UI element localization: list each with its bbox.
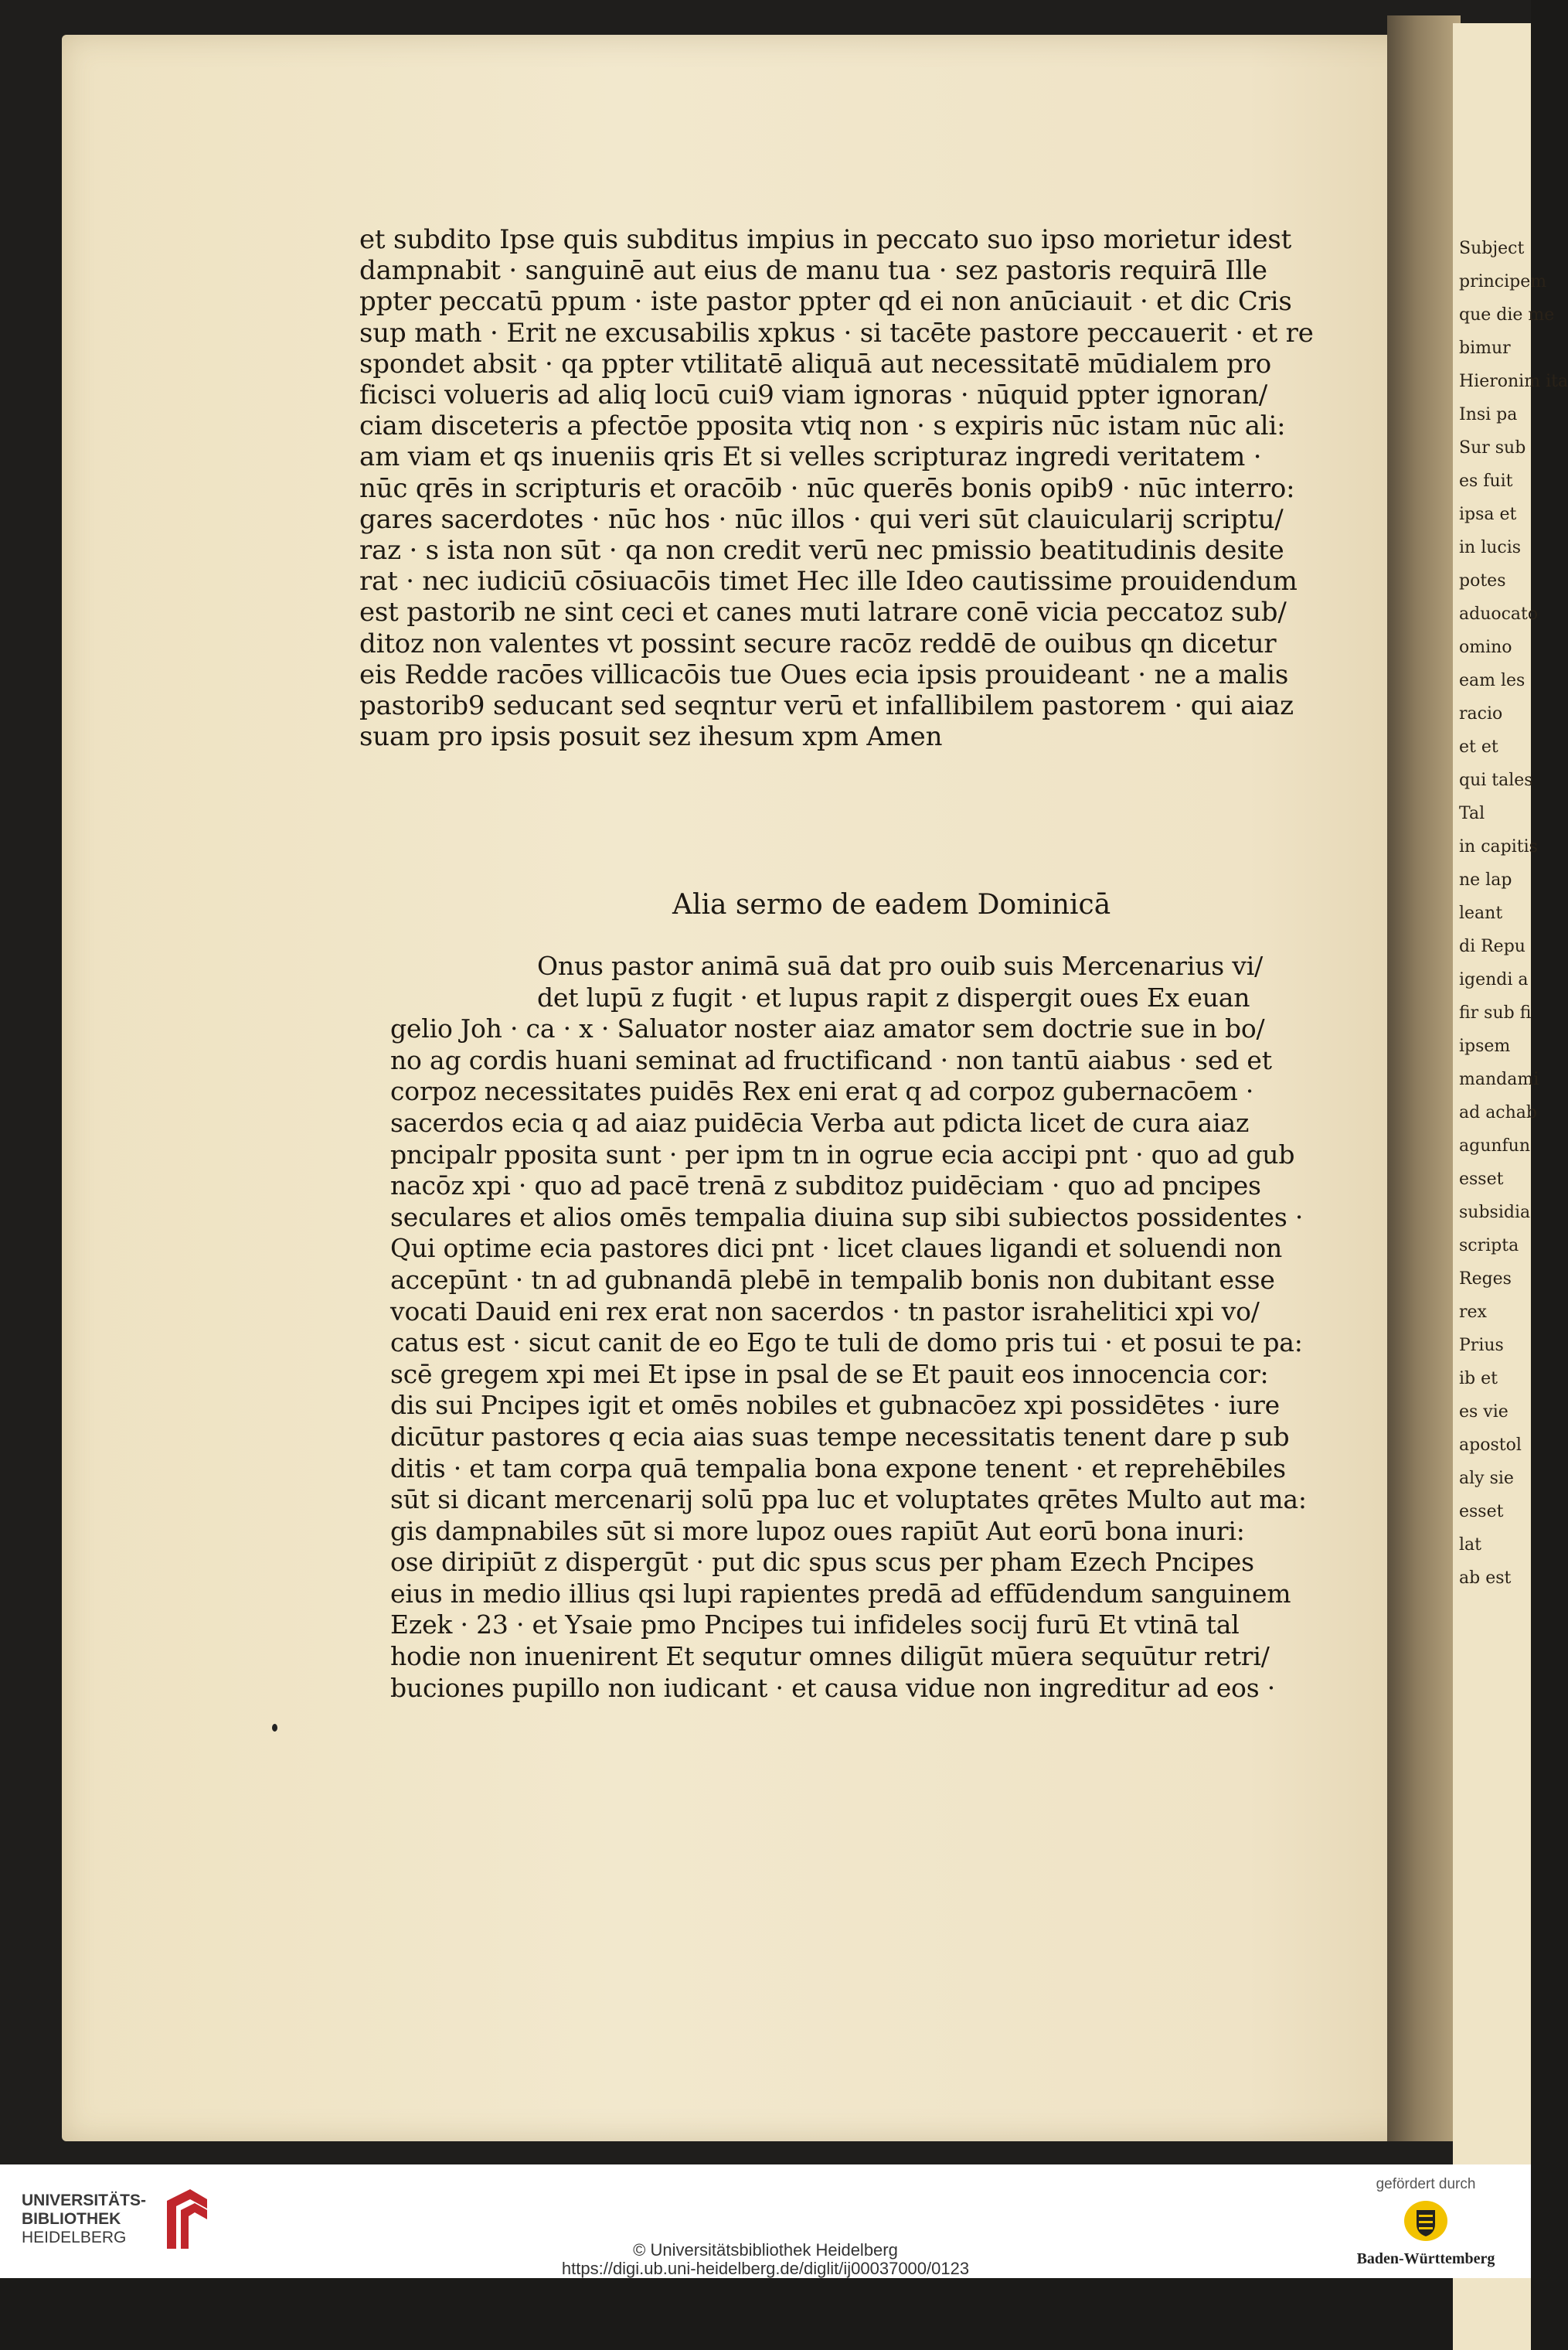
text-line: vocati Dauid eni rex erat non sacerdos · tn pastor israhelitici xpi vo/: [390, 1296, 1260, 1327]
text-line: ose diripiūt z dispergūt · put dic spus scus per pham Ezech Pncipes: [390, 1547, 1254, 1578]
facing-page-line: esset: [1459, 1170, 1504, 1189]
facing-page-line: di Repu: [1459, 937, 1525, 956]
sponsor-state: Baden-Württemberg: [1356, 2250, 1495, 2267]
facing-page-line: omino: [1459, 638, 1512, 657]
facing-page-line: rex: [1459, 1303, 1487, 1322]
text-line: gelio Joh · ca · x · Saluator noster aiaz amator sem doctrie sue in bo/: [390, 1013, 1265, 1044]
text-line: no ag cordis huani seminat ad fructificand · non tantū aiabus · sed et: [390, 1044, 1272, 1075]
facing-page-line: eam les: [1459, 671, 1525, 690]
text-line: ciam disceteris a pfectōe pposita vtiq non · s expiris nūc istam nūc ali:: [359, 410, 1286, 442]
text-line: buciones pupillo non iudicant · et causa vidue non ingreditur ad eos ·: [390, 1672, 1276, 1703]
facing-page-line: lat: [1459, 1535, 1481, 1555]
text-line: pncipalr pposita sunt · per ipm tn in ogrue ecia accipi pnt · quo ad gub: [390, 1139, 1295, 1170]
copyright-text: © Universitätsbibliothek Heidelberg: [633, 2240, 898, 2260]
sermon-heading: Alia sermo de eadem Dominicā: [672, 889, 1111, 921]
facing-page-line: es vie: [1459, 1402, 1508, 1422]
facing-page-line: qui tales: [1459, 771, 1533, 790]
facing-page-line: in capitis: [1459, 837, 1538, 857]
facing-page-line: subsidia: [1459, 1203, 1531, 1222]
facing-page-line: leant: [1459, 904, 1503, 923]
text-line: dis sui Pncipes igit et omēs nobiles et gubnacōez xpi possidētes · iure: [390, 1390, 1281, 1421]
text-line: eius in medio illius qsi lupi rapientes predā ad effūdendum sanguinem: [390, 1578, 1291, 1609]
facing-page-line: bimur: [1459, 339, 1511, 358]
text-line: scē gregem xpi mei Et ipse in psal de se Et pauit eos innocencia cor:: [390, 1358, 1269, 1389]
footer-bar: [0, 2164, 1531, 2278]
page-url[interactable]: https://digi.ub.uni-heidelberg.de/diglit/ij00037000/0123: [561, 2259, 970, 2278]
text-line: dampnabit · sanguinē aut eius de manu tua · sez pastoris requirā Ille: [359, 255, 1267, 287]
facing-page-line: que die me: [1459, 305, 1555, 325]
facing-page-line: Tal: [1459, 804, 1485, 823]
text-line: ppter peccatū ppum · iste pastor ppter qd ei non anūciauit · et dic Cris: [359, 286, 1292, 318]
text-line: corpoz necessitates puidēs Rex eni erat q ad corpoz gubernacōem ·: [390, 1076, 1254, 1107]
text-line: ficisci volueris ad aliq locū cui9 viam ignoras · nūquid ppter ignoran/: [359, 380, 1268, 411]
facing-page-line: Hieronim ita: [1459, 372, 1568, 391]
book-gutter: [1387, 15, 1461, 2141]
facing-page-line: ipsa et: [1459, 505, 1517, 524]
facing-page-line: ib et: [1459, 1369, 1498, 1388]
text-line: ditis · et tam corpa quā tempalia bona expone tenent · et reprehēbiles: [390, 1453, 1286, 1483]
facing-page-line: Prius: [1459, 1336, 1504, 1355]
logo-line-1: UNIVERSITÄTS-: [22, 2192, 147, 2209]
facing-page-line: esset: [1459, 1502, 1504, 1521]
main-text-block: [359, 224, 1368, 752]
facing-page-line: igendi a: [1459, 970, 1529, 989]
facing-page-line: fir sub fi: [1459, 1003, 1532, 1023]
text-line: catus est · sicut canit de eo Ego te tuli de domo pris tui · et posui te pa:: [390, 1327, 1303, 1358]
logo-line-3: HEIDELBERG: [22, 2229, 127, 2246]
text-line: sup math · Erit ne excusabilis xpkus · si tacēte pastore peccauerit · et re: [359, 317, 1314, 349]
text-line: sacerdos ecia q ad aiaz puidēcia Verba aut pdicta licet de cura aiaz: [390, 1107, 1250, 1138]
text-line: raz · s ista non sūt · qa non credit verū nec pmissio beatitudinis desite: [359, 535, 1284, 567]
text-line: suam pro ipsis posuit sez ihesum xpm Amen: [359, 721, 943, 753]
facing-page-edge: [1453, 23, 1568, 2350]
facing-page-line: agunfun: [1459, 1136, 1531, 1156]
facing-page-line: apostol: [1459, 1436, 1522, 1455]
text-line: eis Redde racōes villicacōis tue Oues ecia ipsis prouideant · ne a malis: [359, 659, 1289, 690]
state-coat-of-arms-icon: [1403, 2198, 1449, 2244]
facing-page-line: in lucis: [1459, 538, 1522, 557]
text-line: Onus pastor animā suā dat pro ouib suis Mercenarius vi/: [537, 951, 1264, 981]
sermon-body-block: [390, 951, 1368, 1704]
text-line: gares sacerdotes · nūc hos · nūc illos · qui veri sūt clauicularij scriptu/: [359, 503, 1284, 535]
sponsor-label: gefördert durch: [1376, 2176, 1476, 2192]
sponsor-block[interactable]: [1349, 2176, 1503, 2268]
text-line: hodie non inuenirent Et sequtur omnes diligūt mūera sequūtur retri/: [390, 1641, 1270, 1672]
facing-page-line: ad achab: [1459, 1103, 1537, 1122]
text-line: dicūtur pastores q ecia aias suas tempe necessitatis tenent dare p sub: [390, 1421, 1290, 1452]
text-line: rat · nec iudiciū cōsiuacōis timet Hec ille Ideo cautissime prouidendum: [359, 566, 1298, 598]
facing-page-line: ab est: [1459, 1568, 1512, 1588]
facing-page-line: et et: [1459, 737, 1498, 757]
text-line: ditoz non valentes vt possint secure racōz reddē de ouibus qn dicetur: [359, 628, 1277, 659]
facing-page-line: Reges: [1459, 1269, 1512, 1289]
text-line: Qui optime ecia pastores dici pnt · licet claues ligandi et soluendi non: [390, 1233, 1283, 1264]
text-line: seculares et alios omēs tempalia diuina sup sibi subiectos possidentes ·: [390, 1201, 1304, 1232]
facing-page-line: mandami: [1459, 1070, 1539, 1089]
text-line: accepūnt · tn ad gubnandā plebē in tempalib bonis non dubitant esse: [390, 1264, 1275, 1295]
facing-page-line: principem: [1459, 272, 1547, 291]
text-line: est pastorib ne sint ceci et canes muti latrare conē vicia peccatoz sub/: [359, 597, 1287, 628]
facing-page-line: aly sie: [1459, 1469, 1514, 1488]
facing-page-line: Sur sub: [1459, 438, 1526, 458]
text-line: gis dampnabiles sūt si more lupoz oues rapiūt Aut eorū bona inuri:: [390, 1515, 1245, 1546]
facing-page-line: potes: [1459, 571, 1506, 591]
facing-page-line: Insi pa: [1459, 405, 1518, 424]
facing-page-line: racio: [1459, 704, 1503, 724]
text-line: pastorib9 seducant sed seqntur verū et infallibilem pastorem · qui aiaz: [359, 690, 1294, 722]
text-line: nūc qrēs in scripturis et oracōib · nūc querēs bonis opib9 · nūc interro:: [359, 472, 1295, 504]
text-line: sūt si dicant mercenarij solū ppa luc et voluptates qrētes Multo aut ma:: [390, 1484, 1307, 1515]
text-line: am viam et qs inueniis qris Et si velles scripturaz ingredi veritatem ·: [359, 441, 1262, 473]
library-logo[interactable]: [22, 2192, 146, 2247]
text-line: nacōz xpi · quo ad pacē trenā z subditoz puidēciam · quo ad pncipes: [390, 1170, 1261, 1201]
text-line: et subdito Ipse quis subditus impius in peccato suo ipso morietur idest: [359, 224, 1292, 255]
text-line: det lupū z fugit · et lupus rapit z dispergit oues Ex euan: [537, 982, 1250, 1013]
facing-page-line: scripta: [1459, 1236, 1519, 1255]
facing-page-line: aduocato: [1459, 605, 1539, 624]
facing-page-line: es fuit: [1459, 472, 1513, 491]
facing-page-line: ne lap: [1459, 870, 1512, 890]
text-line: spondet absit · qa ppter vtilitatē aliquā aut necessitatē mūdialem pro: [359, 348, 1272, 380]
facing-page-line: ipsem: [1459, 1037, 1511, 1056]
facing-page-line: Subject: [1459, 239, 1525, 258]
text-line: Ezek · 23 · et Ysaie pmo Pncipes tui infideles socij furū Et vtinā tal: [390, 1609, 1240, 1640]
ink-spot: [272, 1724, 277, 1732]
logo-line-2: BIBLIOTHEK: [22, 2210, 121, 2228]
